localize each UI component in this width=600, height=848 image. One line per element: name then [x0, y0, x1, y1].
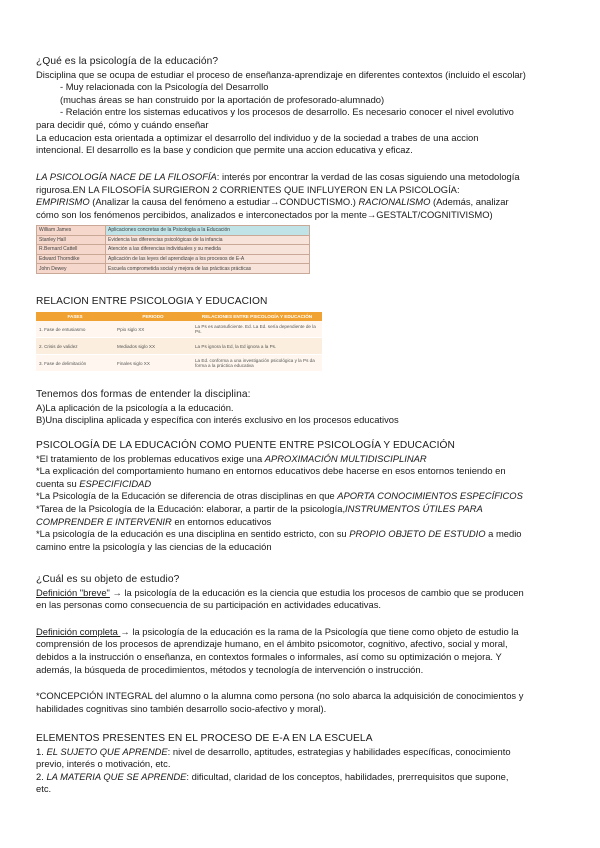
forms-title: Tenemos dos formas de entender la disciplina: [36, 389, 251, 400]
bridge-line-3: cuenta su ESPECIFICIDAD [36, 477, 152, 489]
philosophy-line-1: LA PSICOLOGÍA NACE DE LA FILOSOFÍA: interés por encontrar la verdad de las cosas siguiendo una metodología [36, 171, 520, 182]
object-title: ¿Cuál es su objeto de estudio? [36, 574, 180, 585]
intro-paragraph-2: intencional. El desarrollo es la base y condicion que permite una accion educativa y eficaz. [36, 144, 413, 156]
brief-definition: Definición "breve" → la psicología de la educación es la ciencia que estudia los procesos de cambio que se producen [36, 586, 524, 598]
bridge-line-8: camino entre la psicología y las ciencias de la educación [36, 540, 272, 552]
integral-concept-1: *CONCEPCIÓN INTEGRAL del alumno o la alumna como persona (no solo abarca la adquisición de conocimientos y [36, 690, 524, 702]
bridge-line-6: COMPRENDER E INTERVENIR en entornos educativos [36, 515, 272, 527]
bridge-title: PSICOLOGÍA DE LA EDUCACIÓN COMO PUENTE ENTRE PSICOLOGÍA Y EDUCACIÓN [36, 440, 456, 451]
spacer [36, 676, 566, 690]
bridge-line-5: *Tarea de la Psicología de la Educación: elaborar, a partir de la psicología,INSTRUMENTOS ÚTILES PARA [36, 502, 483, 514]
forms-option-a: A)La aplicación de la psicología a la educación. [36, 401, 234, 413]
intro-bullet-2-cont: para decidir qué, cómo y cuándo enseñar [36, 118, 209, 130]
brief-definition-cont: en las personas como consecuencia de su participación en actividades educativas. [36, 599, 381, 611]
intro-paragraph-1: La educacion esta orientada a optimizar el desarrollo del individuo y de la sociedad a trabes de una accion [36, 131, 479, 143]
full-definition: Definición completa → la psicología de la educación es la rama de la Psicología que tiene como objeto de estudio la [36, 625, 519, 637]
table-row: 1. Fase de entusiasmo Ppio siglo XX La Ps es autosuficiente. Ed. La Ed. sería dependiente de la Ps. [36, 321, 322, 338]
full-definition-3: debidos a la instrucción o enseñanza, en contextos formales o informales, así como su optimización o mejora. Y [36, 650, 502, 662]
philosophy-line-3: EMPIRISMO (Analizar la causa del fenómeno a estudiar→CONDUCTISMO.) RACIONALISMO (Además, analizar [36, 196, 509, 208]
intro-section [36, 56, 566, 157]
integral-concept-2: habilidades cognitivas sino también desarrollo socio-afectivo y moral). [36, 702, 327, 714]
bridge-line-1: *El tratamiento de los problemas educativos exige una APROXIMACIÓN MULTIDISCIPLINAR [36, 452, 427, 464]
object-section [36, 574, 566, 715]
table-row: R.Bernard Cattell Atención a las diferencias individuales y su medida [37, 245, 310, 255]
philosophy-section [36, 171, 566, 221]
element-item-1-cont: previo, interés o motivación, etc. [36, 758, 171, 770]
elements-title: ELEMENTOS PRESENTES EN EL PROCESO DE E-A EN LA ESCUELA [36, 733, 373, 744]
philosophy-line-4: cómo son los fenómenos percibidos, analizados e interconectados por la mente→GESTALT/COGNITIVISMO) [36, 208, 493, 220]
full-definition-4: además, la búsqueda de procedimientos, métodos y tecnología de intervención o instrucción. [36, 663, 424, 675]
intro-bullet-1: - Muy relacionada con la Psicología del Desarrollo [60, 81, 269, 93]
element-item-2-cont: etc. [36, 783, 52, 795]
forms-section [36, 389, 566, 427]
table-row: 2. Crisis de validez Mediados siglo XX La Ps ignora la Ed, la Ed ignora a la Ps. [36, 338, 322, 355]
philosophy-line-2: rigurosa.EN LA FILOSOFÍA SURGIERON 2 CORRIENTES QUE INFLUYERON EN LA PSICOLOGÍA: [36, 183, 460, 195]
bridge-line-4: *La Psicología de la Educación se diferencia de otras disciplinas en que APORTA CONOCIMIENTOS ESPECÍFICOS [36, 490, 523, 502]
table-header-row: FASES PERIODO RELACIONES ENTRE PSICOLOGÍA Y EDUCACIÓN [36, 312, 322, 321]
table-row: William James Aplicaciones concretas de la Psicología a la Educación [37, 226, 310, 236]
table-row: Edward Thorndike Aplicación de las leyes del aprendizaje a los procesos de E-A [37, 254, 310, 264]
relation-table [36, 312, 322, 372]
forms-option-b: B)Una disciplina aplicada y específica con interés exclusivo en los procesos educativos [36, 414, 399, 426]
table-row: 3. Fase de delimitación Finales siglo XX La Ed. conforma a una investigación psicológica y la Ps da forma a la práctica educativa [36, 355, 322, 372]
intro-definition: Disciplina que se ocupa de estudiar el proceso de enseñanza-aprendizaje en diferentes contextos (incluido el escolar) [36, 68, 526, 80]
bridge-line-7: *La psicología de la educación es una disciplina en sentido estricto, con su PROPIO OBJETO DE ESTUDIO a medio [36, 528, 522, 540]
authors-table [36, 225, 310, 274]
element-item-2: 2. LA MATERIA QUE SE APRENDE: dificultad, claridad de los conceptos, habilidades, prerrequisitos que supone, [36, 770, 509, 782]
intro-title: ¿Qué es la psicología de la educación? [36, 56, 219, 67]
relation-title: RELACION ENTRE PSICOLOGIA Y EDUCACION [36, 296, 268, 307]
intro-bullet-2: - Relación entre los sistemas educativos y los procesos de desarrollo. Es necesario conocer el nivel evolutivo [60, 106, 514, 118]
philosophy-lead: LA PSICOLOGÍA NACE DE LA FILOSOFÍA [36, 171, 217, 182]
full-definition-2: comprensión de los procesos de aprendizaje humano, en el ámbito psicomotor, cognitivo, afectivo, social y moral, [36, 638, 508, 650]
table-row: John Dewey Escuela comprometida social y mejora de las prácticas prácticas [37, 264, 310, 274]
spacer [36, 612, 566, 626]
elements-section [36, 733, 566, 796]
bridge-section [36, 440, 566, 553]
intro-bullet-1-note: (muchas áreas se han construido por la aportación de profesorado-alumnado) [60, 93, 385, 105]
element-item-1: 1. EL SUJETO QUE APRENDE: nivel de desarrollo, aptitudes, estrategias y habilidades específicas, conocimiento [36, 745, 511, 757]
bridge-line-2: *La explicación del comportamiento humano en entornos educativos debe hacerse en esos entornos teniendo en [36, 465, 506, 477]
table-row: Stanley Hall Evidencia las diferencias psicológicas de la infancia [37, 235, 310, 245]
